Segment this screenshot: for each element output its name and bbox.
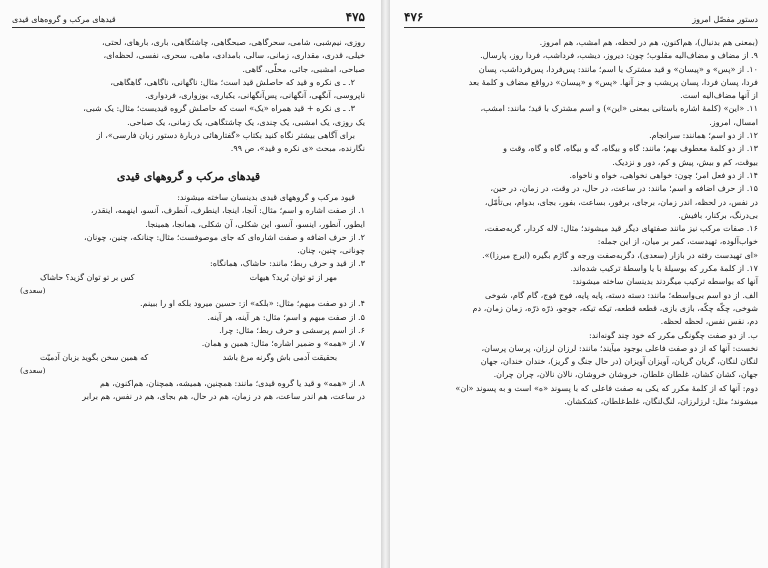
paragraph: بی‌درنگ، برکنار، بافیش.: [678, 209, 758, 220]
paragraph: روزی، نیم‌شبی، شامی، سحرگاهی، صبحگاهی، چاشتگاهی، باری، بارهای، لحتی،: [101, 37, 365, 47]
verse-hemistich: بحقیقت آدمی باش وگرنه مرغ باشد: [222, 352, 337, 362]
right-running-head: دستور مفصّل امروز: [692, 15, 758, 24]
paragraph: ایطور، آنطور، اینسو، آنسو، این شکلی، آن شکلی، همانجا، همینجا.: [145, 218, 365, 229]
paragraph: جهان، کشان کشان، غلطان غلطان، خروشان خروشان، نالان نالان، چران چران.: [493, 369, 758, 380]
paragraph: ۳. از قید و حرف ربط؛ مانند: حاشاک، همانگاه:: [209, 258, 365, 269]
paragraph: ۴. از دو صفت مبهم؛ مثال: «بلکه» از: حسین میرود بلکه او را ببینم.: [140, 298, 365, 309]
left-page-number: ۴۷۵: [345, 10, 365, 24]
paragraph: ۵. از صفت مبهم و اسم؛ مثال: هر آینه، هر آینه.: [207, 311, 365, 322]
paragraph: ۱۵. از حرف اضافه و اسم؛ مانند: در ساعت، در حال، در وقت، در زمان، در حین،: [490, 183, 758, 194]
right-page-header: [404, 10, 758, 28]
paragraph: دم، نفس نفس، لحظه لحظه.: [660, 316, 758, 327]
left-page: [0, 0, 381, 568]
paragraph: در ساعت، هم اندر ساعت، هم در زمان، هم در حال، هم بجای، هم در نفس، هم برابر: [82, 391, 365, 402]
paragraph: ناپروسی، آنگهی، آنگهانی، پس‌آنگهانی، یکباری، یوزواری، فردواری.: [145, 90, 365, 101]
right-page-number: ۴۷۶: [404, 10, 424, 24]
paragraph: فردا، پسان فردا، پسان پریشب و جز آنها. «پس» و «پیسان» درواقع مضاف و کلمهٔ بعد: [468, 76, 758, 87]
paragraph: چونانی، چنین، چنان.: [297, 245, 365, 256]
paragraph: در نفس، در لحظه، اندر زمان، برجای، برفور، بساعت، بفور، بجای، بدوام، بی‌تأمّل،: [484, 196, 758, 207]
paragraph: ۶. از اسم پرسشی و حرف ربط؛ مثال: چرا.: [219, 324, 365, 335]
paragraph: نخست: آنها که از دو صفت فاعلی بوجود میآیند؛ مانند: لرزان لرزان، پرسان پرسان،: [481, 342, 758, 353]
paragraph: «ای تهیدست رفته در بازار (سعدی)، دگربه‌صفت ورجه و گاژم بگیره (ایرج میرزا)».: [482, 249, 758, 260]
left-page-body: [12, 36, 365, 404]
paragraph: ب. از دو صفت چگونگی مکرر که خود چند گونه‌اند:: [588, 329, 758, 340]
paragraph: نگارنده، مبحث «ی نکره و قید»، ص ۹۹.: [230, 143, 365, 154]
paragraph: ۲. ـ ی نکره و قید که حاصلش قید است؛ مثال: ناگهانی، ناگاهی، گاهگاهی،: [110, 76, 355, 87]
verse-attribution: (سعدی): [20, 365, 46, 375]
paragraph: برای آگاهی بیشتر نگاه کنید بکتاب «گفتارهائی دربارهٔ دستور زبان فارسی»، از: [96, 130, 355, 141]
left-page-header: [12, 10, 365, 28]
paragraph: ۱۳. از دو کلمهٔ معطوف بهم؛ مانند: گاه و بیگاه، گه و بیگاه، گاه و گاه، وقت و: [503, 143, 758, 154]
paragraph: خواب‌آلوده، تهیدست، کمر بر میان، از این جمله:: [597, 236, 758, 247]
paragraph: شوخی، چکّه چکّه، بازی بازی، قطعه قطعه، تیکه تیکه، جوجو، ذرّه ذرّه، زمان زمان، دم: [472, 302, 758, 313]
verse-line: [12, 271, 365, 284]
verse-line: [12, 351, 365, 364]
paragraph: ۱۲. از دو اسم؛ همانند: سرانجام.: [649, 130, 758, 141]
paragraph: یک روزی، یک امشبی، یک چندی، یک چاشتگاهی، یک زمانی، یک صباحی.: [127, 116, 365, 127]
verse-hemistich: که همین سخن بگوید بزبان آدمیّت: [40, 352, 149, 362]
paragraph: از آنها مضاف‌الیه است.: [680, 90, 758, 101]
verse-hemistich: کس بر تو توان گزید؟ حاشاک: [40, 272, 135, 282]
paragraph: ۱۴. از دو فعل امر؛ چون: خواهی نخواهی، خواه و ناخواه.: [569, 169, 758, 180]
paragraph: آنها که بواسطه ترکیب میگردند بدینسان ساخته میشوند:: [572, 276, 758, 287]
paragraph: ۱۰. از «پس» و «پیسان» و قید مشترک یا اسم؛ مانند: پس‌فردا، پس‌فرداشب، پسان: [478, 63, 758, 74]
paragraph: (بمعنی هم بدنبال)، هم‌اکنون، هم در لحظه، هم امشب، هم امروز.: [539, 37, 758, 47]
paragraph: امسال، امروز.: [709, 116, 758, 127]
right-page-body: [404, 36, 758, 408]
paragraph: ۷. از «همه» و ضمیر اشاره؛ مثال: همین و همان.: [201, 338, 365, 349]
paragraph: ۱۱. «این» (کلمهٔ اشاره باستانی بمعنی «این») و اسم مشترک با قید؛ مانند: امشب،: [480, 103, 758, 114]
left-running-head: قیدهای مرکب و گروه‌های قیدی: [12, 15, 116, 24]
paragraph: ۹. از مضاف و مضاف‌الیه مقلوب؛ چون: دیروز، دیشب، فرداشب، فردا روز، پارسال.: [480, 50, 758, 61]
paragraph: ۲. از حرف اضافه و صفت اشاره‌ای که جای موصوفست؛ مثال: چنانکه، چنین، چونان،: [84, 231, 365, 242]
paragraph: میشوند؛ مثل: لرزلرزان، لنگ‌لنگان، غلط‌غلطان، کشکشان.: [564, 396, 758, 407]
verse-attribution: (سعدی): [20, 286, 46, 296]
paragraph: دوم: آنها که از کلمهٔ مکرر که یکی به صفت فاعلی که با پسوند «ه» است و به پسوند «ان»: [455, 382, 758, 393]
paragraph: ۸. از «همه» و قید یا گروه قیدی؛ مانند: همچنین، همیشه، همچنان، هم‌اکنون، هم: [100, 378, 365, 389]
section-title: قیدهای مرکب و گروههای قیدی: [116, 169, 261, 183]
paragraph: الف. از دو اسم بی‌واسطه؛ مانند: دسته دسته، پایه پایه، فوج فوج، گام گام، شوخی: [484, 289, 758, 300]
verse-hemistich: مهر از تو توان بُرید؟ هیهات: [249, 272, 337, 282]
paragraph: قیود مرکب و گروههای قیدی بدینسان ساخته میشوند:: [177, 191, 355, 202]
paragraph: ۳. ـ ی نکره + قید همراه «یک» است که حاصلش گروه قیدیست؛ مثال: یک شبی،: [83, 103, 355, 114]
book-gutter: [381, 0, 390, 568]
paragraph: صباحی، امشبی، جائی، محلّی، گاهی.: [242, 63, 365, 74]
paragraph: ۱۷. از کلمهٔ مکرر که بوسیلهٔ با یا واسطهٔ ترکیب شده‌اند.: [570, 263, 758, 274]
paragraph: ۱۶. صفات مرکب نیز مانند صفتهای دیگر قید میشوند؛ مثال: لاله کردار، گربه‌صفت،: [484, 223, 758, 234]
paragraph: خیلی، قدری، مقداری، زمانی، سالی، بامدادی، ماهی، سحری، نفسی، لحظه‌ای،: [103, 50, 365, 61]
paragraph: ۱. از صفت اشاره و اسم؛ مثال: آنجا، اینجا، اینطرف، آنطرف، آنسو، اینهمه، اینقدر،: [90, 205, 365, 216]
paragraph: لنگان لنگان، گریان گریان، آویزان آویزان (در حال جنگ و گریز)، خندان خندان، جهان: [480, 356, 758, 367]
right-page: [390, 0, 768, 568]
paragraph: بیوقت، کم و بیش، پیش و کم، دور و نزدیک.: [612, 156, 758, 167]
